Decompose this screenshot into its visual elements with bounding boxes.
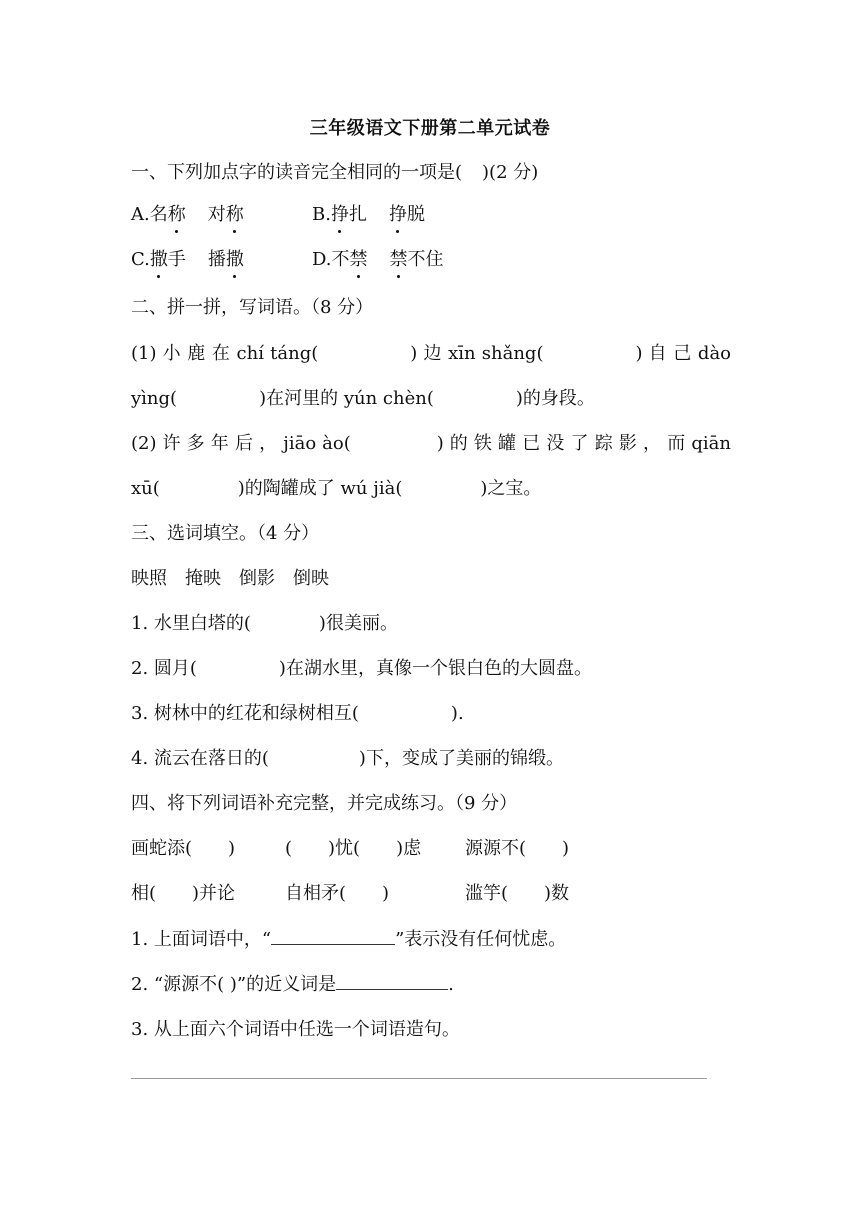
section1-options-ab [131,202,244,228]
section1-heading-tail: )(2 分) [482,162,539,183]
section4-heading: 四、将下列词语补充完整，并完成练习。（9 分） [131,793,518,814]
section2-line-2 [131,386,595,412]
option-d-label: D. [312,249,332,270]
idiom-blank: 源源不( ) [465,838,570,859]
option-a-char: 对 [207,204,226,225]
option-c-dotted-char: 撒 [226,247,244,273]
option-c-char: 手 [167,249,186,270]
section2-line-1 [131,341,731,367]
option-d-dotted-char: 禁 [390,247,408,273]
section2-text: )的身段。 [515,388,595,409]
question-text: 4. 流云在落日的( [131,748,269,769]
section3-question-3 [131,701,464,727]
option-b-char: 扎 [348,204,367,225]
question-text: ). [450,703,464,724]
question-text: )在湖水里，真像一个银白色的大圆盘。 [278,658,592,679]
page-title: 三年级语文下册第二单元试卷 [309,118,551,139]
option-c-char: 播 [207,249,226,270]
option-d-char: 不 [331,249,350,270]
option-b-dotted-char: 挣 [331,202,349,228]
option-c-dotted-char: 撒 [150,247,168,273]
option-a-char: 名 [149,204,168,225]
question-text: . [448,974,454,995]
section1-heading [131,160,538,186]
question-text: 2. 圆月( [131,658,197,679]
section3-question-2 [131,656,592,682]
section3-question-4 [131,746,564,772]
section2-text: xū( [131,478,160,499]
section2-text: ) 边 xīn shǎng( [410,343,544,364]
section4-question-2 [131,971,454,998]
idiom-blank: 画蛇添( ) [131,838,236,859]
answer-writing-line[interactable] [131,1078,707,1079]
section2-line-4 [131,476,541,502]
question-text: 1. 上面词语中，“ [131,929,272,950]
answer-blank[interactable] [336,971,448,990]
idiom-blank: 滥竽( )数 [465,883,570,904]
idiom-blank: 相( )并论 [131,883,236,904]
section2-heading: 二、拼一拼，写词语。（8 分） [131,297,374,318]
section3-word-bank: 映照 掩映 倒影 倒映 [131,568,329,589]
question-text: )下，变成了美丽的锦缎。 [358,748,564,769]
section2-text: yìng( [131,388,178,409]
section2-text: )在河里的 yún chèn( [259,388,434,409]
question-text: 1. 水里白塔的( [131,613,251,634]
section3-question-1 [131,611,398,637]
section2-text: )之宝。 [480,478,542,499]
option-b-dotted-char: 挣 [389,202,407,228]
section3-heading: 三、选词填空。（4 分） [131,523,320,544]
idiom-blank: ( )忧( )虑 [285,838,422,859]
question-text: 3. 树林中的红花和绿树相互( [131,703,359,724]
section2-text: )的陶罐成了 wú jià( [237,478,403,499]
option-c-label: C. [131,249,150,270]
section4-question-3: 3. 从上面六个词语中任选一个词语造句。 [131,1019,460,1040]
option-a-dotted-char: 称 [168,202,186,228]
option-b-char: 脱 [406,204,425,225]
question-text: ”表示没有任何忧虑。 [395,929,567,950]
section1-option-b [312,202,425,228]
option-a-label: A. [131,204,150,225]
question-text: 2. “源源不( )”的近义词是 [131,974,337,995]
section2-text: ) 自 己 dào [635,343,732,364]
question-text: )很美丽。 [318,613,398,634]
section1-option-d [312,247,444,273]
section4-question-1 [131,926,566,953]
section2-line-3 [131,431,731,457]
section1-option-c [131,247,244,273]
section2-text: (2) 许 多 年 后 ， jiāo ào( [131,433,351,454]
section2-text: (1) 小 鹿 在 chí táng( [131,343,319,364]
option-d-char: 不住 [407,249,444,270]
option-b-label: B. [312,204,331,225]
section2-text: ) 的 铁 罐 已 没 了 踪 影 ， 而 qiān [436,433,731,454]
idiom-blank: 自相矛( ) [285,883,390,904]
answer-blank[interactable] [271,926,395,945]
option-a-dotted-char: 称 [226,202,244,228]
section1-heading-text: 一、下列加点字的读音完全相同的一项是( [131,162,463,183]
option-d-dotted-char: 禁 [350,247,368,273]
